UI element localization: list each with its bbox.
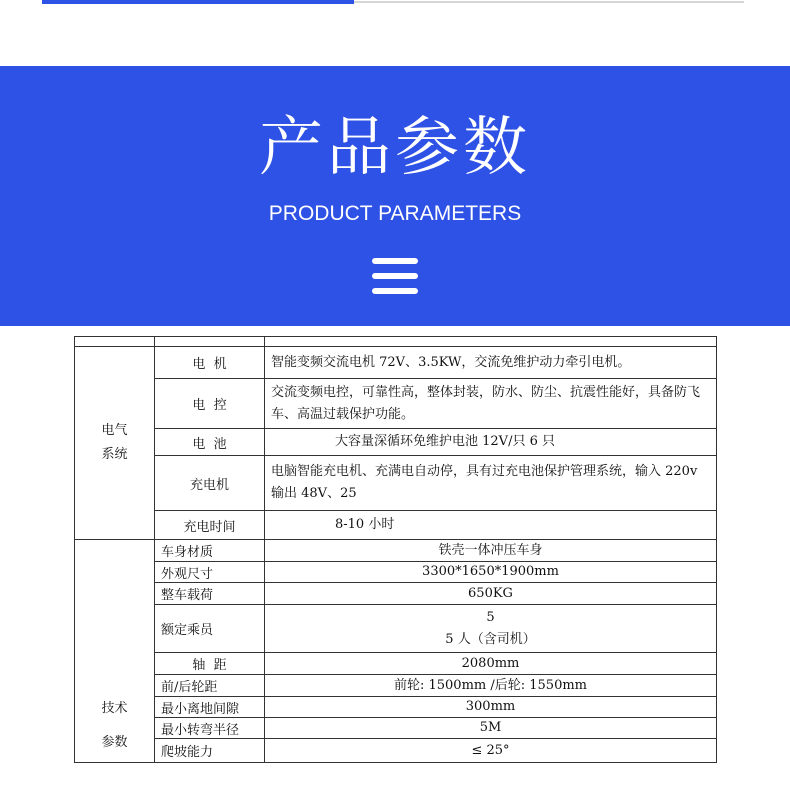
table-row [75,511,717,540]
table-row [75,456,717,511]
table-row [75,697,717,718]
page-subtitle: PRODUCT PARAMETERS [268,202,522,225]
param-name: 充电时间 [155,511,265,540]
group-label-technical [75,540,155,763]
parameters-table-wrapper [74,336,718,796]
group-label-line: 电气 [101,423,128,438]
param-value: 300mm [265,697,717,718]
table-row [75,718,717,739]
param-name: 最小转弯半径 [155,718,265,739]
param-name: 爬坡能力 [155,739,265,763]
param-name: 电 池 [155,429,265,456]
top-divider-accent [42,0,354,4]
param-name: 电 机 [155,347,265,379]
table-row [75,739,717,763]
param-value: 5M [265,718,717,739]
param-value: 8-10 小时 [265,511,717,540]
table-row [75,379,717,429]
param-value: 前轮: 1500mm /后轮: 1550mm [265,675,717,697]
section-banner [0,66,790,326]
menu-icon [372,258,418,294]
param-name: 充电机 [155,456,265,511]
param-value-line: 5 人（含司机） [445,631,536,647]
param-value: 智能变频交流电机 72V、3.5KW，交流免维护动力牵引电机。 [265,347,717,379]
group-label-electrical [75,347,155,540]
param-value: 电脑智能充电机、充满电自动停，具有过充电池保护管理系统，输入 220v 输出 48V、25 [265,456,717,511]
param-name: 轴 距 [155,653,265,675]
param-value: 650KG [265,583,717,605]
group-label-line: 技术 [101,701,128,716]
param-value: 铁壳一体冲压车身 [265,540,717,562]
parameters-table [74,336,717,763]
param-value: 2080mm [265,653,717,675]
table-row-top-edge [75,337,717,347]
table-row [75,605,717,653]
table-cell-empty [75,337,155,347]
param-name: 前/后轮距 [155,675,265,697]
param-value-line: 5 [486,609,495,625]
group-label-line: 参数 [101,735,128,750]
table-row [75,562,717,583]
table-cell-empty [155,337,265,347]
top-divider-line [354,1,744,3]
param-value [265,605,717,653]
param-name: 外观尺寸 [155,562,265,583]
table-row [75,540,717,562]
param-value: 交流变频电控，可靠性高，整体封装，防水、防尘、抗震性能好，具备防飞车、高温过载保护功能。 [265,379,717,429]
table-row [75,429,717,456]
param-value: 3300*1650*1900mm [265,562,717,583]
table-cell-empty [265,337,717,347]
top-divider [0,0,790,8]
table-row [75,675,717,697]
table-row [75,347,717,379]
page-title: 产品参数 [259,111,531,185]
param-name: 电 控 [155,379,265,429]
table-row [75,583,717,605]
param-value: 大容量深循环免维护电池 12V/只 6 只 [265,429,717,456]
table-row [75,653,717,675]
param-name: 最小离地间隙 [155,697,265,718]
param-name: 整车载荷 [155,583,265,605]
group-label-line: 系统 [101,447,128,462]
param-value: ≤ 25° [265,739,717,763]
param-name: 车身材质 [155,540,265,562]
param-name: 额定乘员 [155,605,265,653]
